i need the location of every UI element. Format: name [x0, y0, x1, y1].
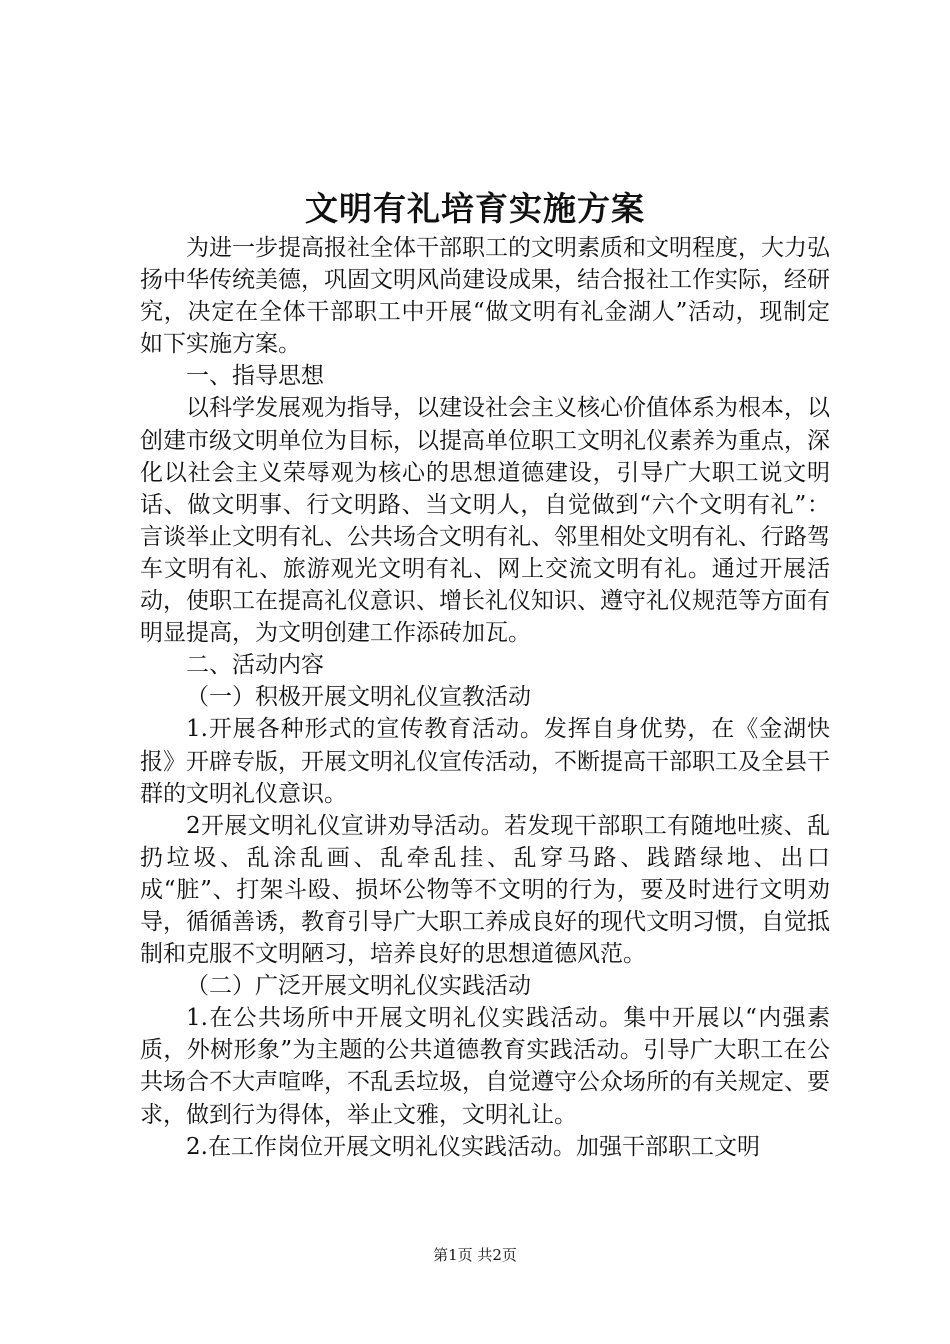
item-paragraph-publicity-2: 2开展文明礼仪宣讲劝导活动。若发现干部职工有随地吐痰、乱扔垃圾、乱涂乱画、乱牵乱挂、乱穿马路、践踏绿地、出口成“脏”、打架斗殴、损坏公物等不文明的行为，要及时进行文明劝导，循循善诱，教育引导广大职工养成良好的现代文明习惯，自觉抵制和克服不文明陋习，培养良好的思想道德风范。	[140, 812, 830, 968]
item-paragraph-publicity-1: 1.开展各种形式的宣传教育活动。发挥自身优势，在《金湖快报》开辟专版，开展文明礼仪宣传活动，不断提高干部职工及全县干群的文明礼仪意识。	[140, 716, 830, 807]
section-heading-guiding-ideology: 一、指导思想	[186, 363, 324, 390]
section-heading-activity-content: 二、活动内容	[186, 652, 324, 679]
item-paragraph-practice-2: 2.在工作岗位开展文明礼仪实践活动。加强干部职工文明	[186, 1133, 760, 1160]
subsection-heading-publicity: （一）积极开展文明礼仪宣教活动	[186, 684, 531, 711]
document-body	[140, 232, 830, 1163]
intro-paragraph: 为进一步提高报社全体干部职工的文明素质和文明程度，大力弘扬中华传统美德，巩固文明风尚建设成果，结合报社工作实际，经研究，决定在全体干部职工中开展“做文明有礼金湖人”活动，现制定如下实施方案。	[140, 235, 830, 358]
guiding-ideology-paragraph: 以科学发展观为指导，以建设社会主义核心价值体系为根本，以创建市级文明单位为目标，以提高单位职工文明礼仪素养为重点，深化以社会主义荣辱观为核心的思想道德建设，引导广大职工说文明话、做文明事、行文明路、当文明人，自觉做到“六个文明有礼”：言谈举止文明有礼、公共场合文明有礼、邻里相处文明有礼、行路驾车文明有礼、旅游观光文明有礼、网上交流文明有礼。通过开展活动，使职工在提高礼仪意识、增长礼仪知识、遵守礼仪规范等方面有明显提高，为文明创建工作添砖加瓦。	[140, 395, 830, 647]
item-paragraph-practice-1: 1.在公共场所中开展文明礼仪实践活动。集中开展以“内强素质，外树形象”为主题的公共道德教育实践活动。引导广大职工在公共场合不大声喧哗，不乱丢垃圾，自觉遵守公众场所的有关规定、要求，做到行为得体，举止文雅，文明礼让。	[140, 1005, 830, 1128]
subsection-heading-practice: （二）广泛开展文明礼仪实践活动	[186, 973, 531, 1000]
document-title: 文明有礼培育实施方案	[305, 189, 645, 228]
page-footer: 第1页 共2页	[433, 1246, 517, 1264]
